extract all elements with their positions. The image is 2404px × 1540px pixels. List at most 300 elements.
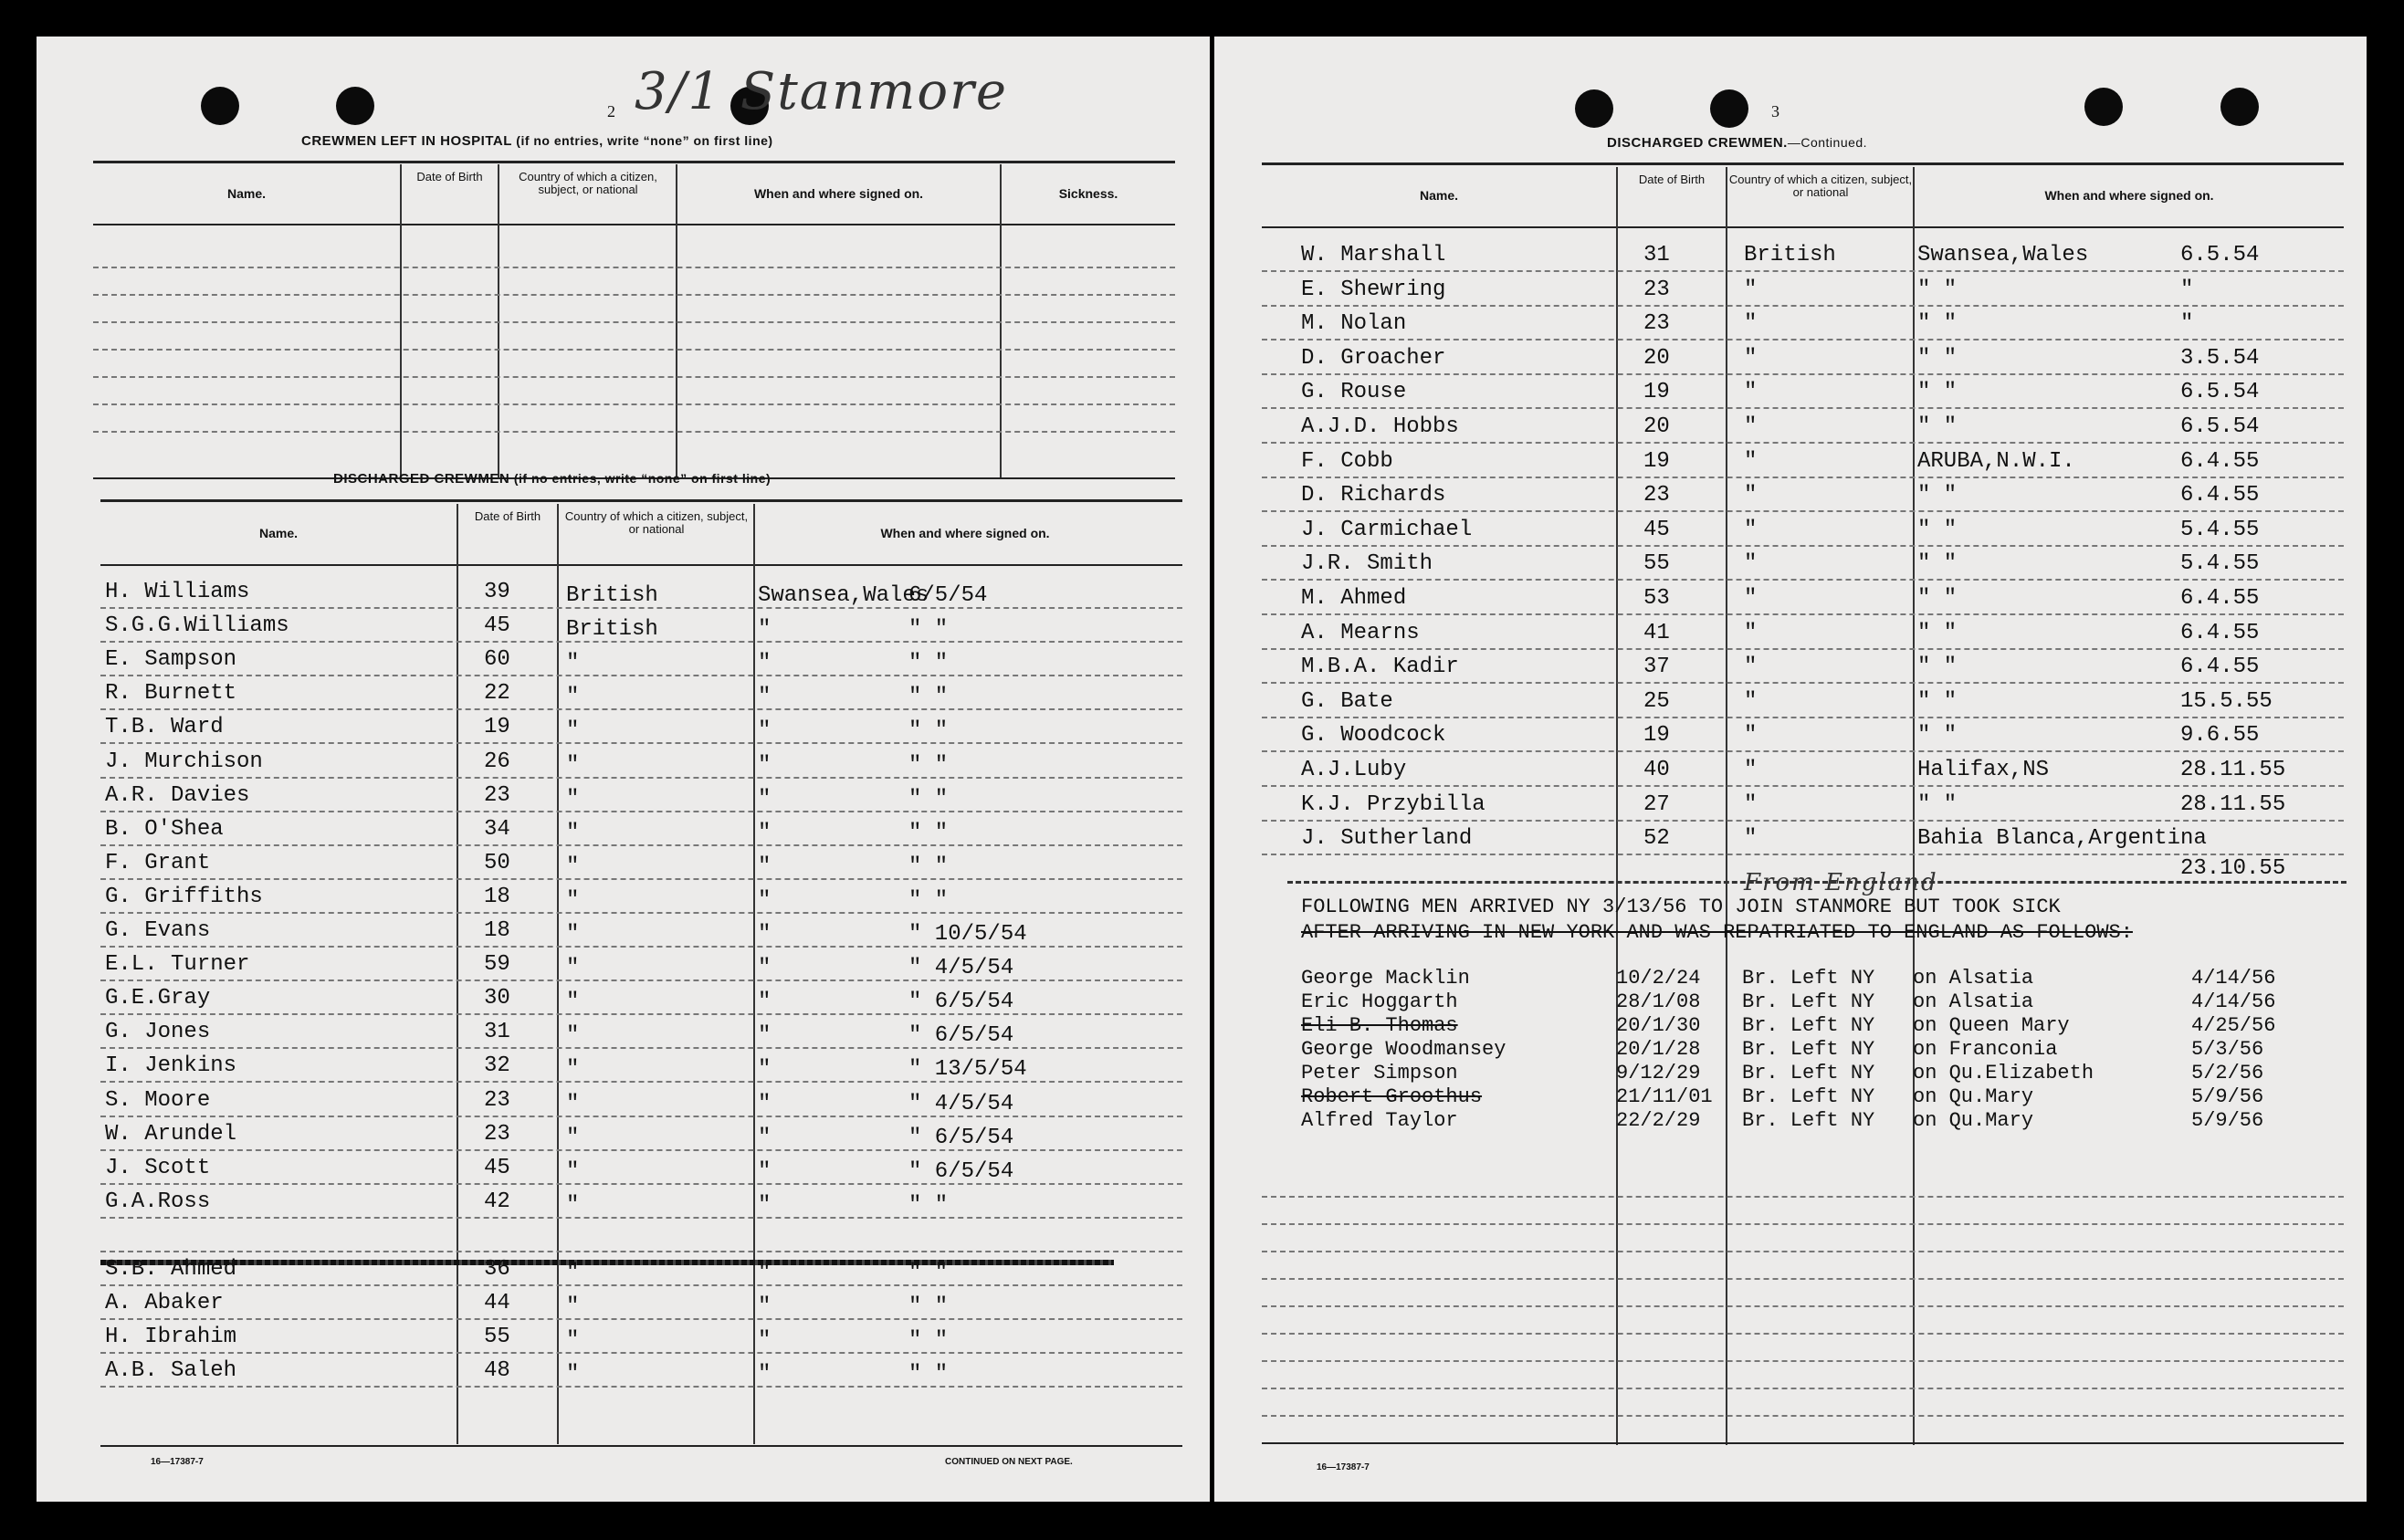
repatriated-status: Br. Left NY — [1742, 1109, 1875, 1132]
crew-name: J. Murchison — [105, 749, 263, 774]
discharged-title-note: (if no entries, write “none” on first line) — [513, 471, 772, 486]
repatriated-birth-date: 21/11/01 — [1616, 1085, 1713, 1108]
crew-signed-date: 6.4.55 — [2180, 483, 2260, 508]
table-row-line — [100, 811, 1182, 812]
repatriated-ship: on Alsatia — [1913, 967, 2034, 990]
table-row-line — [100, 1318, 1182, 1320]
repatriated-status: Br. Left NY — [1742, 1085, 1875, 1108]
crew-country: " — [1744, 551, 1758, 576]
crew-name: R. Burnett — [105, 681, 237, 706]
crew-signed-date: " " — [908, 854, 949, 879]
repatriated-ship: on Franconia — [1913, 1038, 2058, 1061]
hospital-header-rule — [93, 224, 1175, 225]
repatriated-name: Peter Simpson — [1301, 1062, 1458, 1084]
table-row-line — [100, 1284, 1182, 1286]
crew-name: F. Cobb — [1301, 449, 1393, 474]
crew-signed-place: " — [758, 1159, 772, 1184]
table-row-line — [1262, 579, 2344, 581]
crew-signed-place: " " — [1917, 655, 1958, 679]
table-row-line — [1262, 305, 2344, 307]
discharged-title-text: DISCHARGED CREWMEN — [333, 471, 510, 487]
crew-birth-year: 31 — [1643, 243, 1670, 267]
crew-signed-date: 28.11.55 — [2180, 792, 2286, 817]
page-number: 2 — [607, 102, 615, 120]
table-row-line — [1262, 407, 2344, 409]
crew-country: " — [566, 990, 580, 1014]
repatriated-date: 5/3/56 — [2191, 1038, 2264, 1061]
crew-signed-place: " — [758, 888, 772, 913]
punch-hole — [336, 87, 374, 125]
hospital-top-rule — [93, 161, 1175, 163]
repatriated-name: George Woodmansey — [1301, 1038, 1506, 1061]
crew-country: " — [566, 1362, 580, 1387]
crew-birth-year: 60 — [484, 647, 510, 672]
crew-signed-date: " " — [908, 1294, 949, 1319]
crew-birth-year: 55 — [1643, 551, 1670, 576]
hospital-header-country: Country of which a citizen, subject, or national — [519, 170, 657, 196]
crew-birth-year: 50 — [484, 851, 510, 875]
crew-signed-place: Bahia Blanca,Argentina — [1917, 826, 2207, 851]
crew-birth-year: 45 — [484, 1156, 510, 1180]
discharged-header-rule — [100, 564, 1182, 566]
crew-signed-date: " 6/5/54 — [908, 1023, 1014, 1048]
handwritten-from-england: From England — [1744, 869, 1938, 896]
crew-birth-year: 59 — [484, 952, 510, 977]
crew-country: " — [1744, 689, 1758, 714]
table-row-line — [100, 946, 1182, 948]
crew-signed-place: " — [758, 1294, 772, 1319]
crew-country: " — [1744, 311, 1758, 336]
column-divider — [457, 504, 458, 1444]
repatriated-birth-date: 9/12/29 — [1616, 1062, 1701, 1084]
crew-signed-date: 9.6.55 — [2180, 723, 2260, 748]
notice-line-1: FOLLOWING MEN ARRIVED NY 3/13/56 TO JOIN STANMORE BUT TOOK SICK — [1301, 896, 2061, 918]
crew-birth-year: 22 — [484, 681, 510, 706]
repatriated-date: 4/25/56 — [2191, 1014, 2276, 1037]
hospital-header-name: Name. — [226, 186, 267, 201]
right-header-country: Country of which a citizen, subject, or national — [1728, 173, 1913, 199]
crew-birth-year: 44 — [484, 1291, 510, 1315]
crew-signed-place: " — [758, 1057, 772, 1082]
crew-country: British — [566, 617, 658, 642]
crew-country: " — [1744, 278, 1758, 302]
crew-country: " — [1744, 483, 1758, 508]
crew-signed-date: 6.4.55 — [2180, 655, 2260, 679]
crew-birth-year: 23 — [1643, 311, 1670, 336]
crew-birth-year: 20 — [1643, 414, 1670, 439]
crew-country: " — [566, 1057, 580, 1082]
crew-country: " — [566, 1092, 580, 1116]
discharged-bottom-rule — [100, 1445, 1182, 1447]
crew-signed-place: " — [758, 1092, 772, 1116]
crew-birth-year: 23 — [1643, 483, 1670, 508]
hospital-row-line — [93, 403, 1175, 405]
table-row-line — [1262, 717, 2344, 718]
column-divider — [1616, 167, 1618, 1445]
crew-country: " — [566, 854, 580, 879]
crew-signed-date: 15.5.55 — [2180, 689, 2273, 714]
crew-birth-year: 45 — [1643, 518, 1670, 542]
crew-signed-place: " " — [1917, 792, 1958, 817]
crew-birth-year: 18 — [484, 885, 510, 909]
hospital-header-dob: Date of Birth — [416, 170, 483, 183]
crew-birth-year: 23 — [484, 783, 510, 808]
crew-name: G.A.Ross — [105, 1189, 211, 1214]
crew-birth-year: 20 — [1643, 346, 1670, 371]
crew-signed-place: " — [758, 1023, 772, 1048]
crew-signed-place: " " — [1917, 518, 1958, 542]
repatriated-birth-date: 22/2/29 — [1616, 1109, 1701, 1132]
crew-name: J.R. Smith — [1301, 551, 1433, 576]
crew-name: A.J.Luby — [1301, 758, 1407, 782]
crew-country: " — [566, 956, 580, 980]
crew-signed-place: " " — [1917, 380, 1958, 404]
crew-signed-date: " " — [908, 685, 949, 709]
crew-signed-date: " 6/5/54 — [908, 1126, 1014, 1150]
crew-name: A. Mearns — [1301, 621, 1420, 645]
crew-name: D. Richards — [1301, 483, 1446, 508]
repatriated-ship: on Qu.Mary — [1913, 1109, 2034, 1132]
crew-birth-year: 37 — [1643, 655, 1670, 679]
crew-name: J. Sutherland — [1301, 826, 1473, 851]
crew-signed-date: " " — [908, 753, 949, 778]
crew-birth-year: 52 — [1643, 826, 1670, 851]
crew-signed-date: " " — [908, 888, 949, 913]
table-row-line — [1262, 1278, 2344, 1280]
right-header-name: Name. — [1419, 188, 1459, 203]
crew-signed-place: " " — [1917, 311, 1958, 336]
crew-name: A.B. Saleh — [105, 1358, 237, 1383]
crew-signed-place: " — [758, 956, 772, 980]
crew-birth-year: 45 — [484, 613, 510, 638]
table-row-line — [1262, 750, 2344, 752]
crew-birth-year: 18 — [484, 918, 510, 943]
crew-name: G. Griffiths — [105, 885, 263, 909]
repatriated-date: 4/14/56 — [2191, 990, 2276, 1013]
crew-signed-date: 5.4.55 — [2180, 551, 2260, 576]
hospital-header-sickness: Sickness. — [1058, 186, 1118, 201]
table-row-line — [100, 878, 1182, 880]
hospital-row-line — [93, 431, 1175, 433]
table-row-line — [100, 607, 1182, 609]
crew-signed-date: 6.5.54 — [2180, 380, 2260, 404]
crew-birth-year: 23 — [484, 1088, 510, 1113]
crew-signed-place: " — [758, 922, 772, 947]
table-row-line — [100, 675, 1182, 676]
crew-country: British — [1744, 243, 1836, 267]
table-row-line — [1262, 613, 2344, 615]
crew-signed-place: " — [758, 651, 772, 676]
crew-country: " — [566, 821, 580, 845]
punch-hole — [2220, 88, 2259, 126]
repatriated-status: Br. Left NY — [1742, 1014, 1875, 1037]
table-row-line — [100, 742, 1182, 744]
crew-country: " — [566, 888, 580, 913]
crew-name: M. Ahmed — [1301, 586, 1407, 611]
crew-signed-date: " " — [908, 1193, 949, 1218]
crew-birth-year: 39 — [484, 580, 510, 604]
crew-signed-place: " " — [1917, 346, 1958, 371]
crew-signed-date: 6.4.55 — [2180, 621, 2260, 645]
crew-country: " — [1744, 723, 1758, 748]
discharged-header-signed: When and where signed on. — [880, 526, 1050, 540]
repatriated-date: 4/14/56 — [2191, 967, 2276, 990]
discharged-top-rule — [100, 499, 1182, 502]
table-row-line — [100, 1116, 1182, 1117]
table-row-line — [100, 912, 1182, 914]
crew-birth-year: 36 — [484, 1257, 510, 1282]
crew-name: B. O'Shea — [105, 817, 224, 842]
crew-signed-date: 28.11.55 — [2180, 758, 2286, 782]
crew-name: K.J. Przybilla — [1301, 792, 1485, 817]
crew-signed-place: " — [758, 821, 772, 845]
crew-birth-year: 19 — [484, 715, 510, 739]
repatriated-status: Br. Left NY — [1742, 1038, 1875, 1061]
crew-signed-place: " — [758, 718, 772, 743]
crew-name: F. Grant — [105, 851, 211, 875]
crew-name: T.B. Ward — [105, 715, 224, 739]
repatriated-date: 5/9/56 — [2191, 1085, 2264, 1108]
discharged-header-dob: Date of Birth — [474, 509, 541, 523]
right-header-signed: When and where signed on. — [2044, 188, 2214, 203]
right-header-dob: Date of Birth — [1638, 173, 1706, 186]
crew-name: G. Woodcock — [1301, 723, 1446, 748]
hospital-row-line — [93, 349, 1175, 351]
crew-country: " — [1744, 792, 1758, 817]
crew-signed-date: 6.5.54 — [2180, 414, 2260, 439]
crew-country: " — [566, 718, 580, 743]
repatriated-ship: on Alsatia — [1913, 990, 2034, 1013]
crew-birth-year: 19 — [1643, 449, 1670, 474]
crew-name: D. Groacher — [1301, 346, 1446, 371]
crew-signed-date: 6/5/54 — [908, 583, 988, 608]
crew-country: " — [566, 685, 580, 709]
repatriated-name: Alfred Taylor — [1301, 1109, 1458, 1132]
table-row-line — [1262, 510, 2344, 512]
crossed-out-row — [100, 1260, 1114, 1265]
form-number: 16—17387-7 — [151, 1457, 204, 1467]
crew-signed-place: " — [758, 617, 772, 642]
crew-signed-place: " — [758, 1193, 772, 1218]
right-page — [1214, 37, 2367, 1502]
crew-signed-date: " " — [908, 1328, 949, 1353]
crew-birth-year: 26 — [484, 749, 510, 774]
crew-country: " — [566, 1328, 580, 1353]
crew-country: " — [566, 651, 580, 676]
crew-name: G. Bate — [1301, 689, 1393, 714]
punch-hole — [201, 87, 239, 125]
table-row-line — [1262, 820, 2344, 822]
repatriated-status: Br. Left NY — [1742, 990, 1875, 1013]
crew-birth-year: 19 — [1643, 723, 1670, 748]
crew-name: A.J.D. Hobbs — [1301, 414, 1459, 439]
crew-country: " — [1744, 655, 1758, 679]
crew-country: " — [1744, 346, 1758, 371]
table-row-line — [100, 1386, 1182, 1388]
table-row-line — [1262, 1360, 2344, 1362]
repatriated-birth-date: 20/1/30 — [1616, 1014, 1701, 1037]
punch-hole — [1575, 89, 1613, 128]
crew-signed-place: " " — [1917, 414, 1958, 439]
continued-suffix: —Continued. — [1787, 135, 1868, 150]
hospital-row-line — [93, 376, 1175, 378]
table-row-line — [1262, 785, 2344, 787]
crew-signed-place: Swansea,Wales — [1917, 243, 2089, 267]
crew-signed-place: Swansea,Wales — [758, 583, 929, 608]
hospital-row-line — [93, 321, 1175, 323]
crew-name: W. Marshall — [1301, 243, 1446, 267]
repatriated-status: Br. Left NY — [1742, 967, 1875, 990]
crew-name: I. Jenkins — [105, 1053, 237, 1078]
crew-name: W. Arundel — [105, 1122, 237, 1147]
repatriated-birth-date: 20/1/28 — [1616, 1038, 1701, 1061]
crew-country: " — [1744, 518, 1758, 542]
table-row-line — [1262, 442, 2344, 444]
table-row-line — [1262, 373, 2344, 375]
crew-country: " — [566, 753, 580, 778]
table-row-line — [1262, 545, 2344, 547]
column-divider — [557, 504, 559, 1444]
crew-signed-date: " 6/5/54 — [908, 990, 1014, 1014]
table-row-line — [100, 777, 1182, 779]
crew-name: G.E.Gray — [105, 986, 211, 1011]
crew-signed-place: " — [758, 787, 772, 812]
discharged-header-country: Country of which a citizen, subject, or national — [564, 509, 749, 536]
crew-signed-date: " 4/5/54 — [908, 956, 1014, 980]
repatriated-birth-date: 28/1/08 — [1616, 990, 1701, 1013]
table-row-line — [1262, 1388, 2344, 1389]
table-row-line — [1262, 1251, 2344, 1252]
crew-birth-year: 25 — [1643, 689, 1670, 714]
crew-name: H. Williams — [105, 580, 250, 604]
hospital-row-line — [93, 294, 1175, 296]
crew-country: " — [566, 1023, 580, 1048]
hospital-section-title — [301, 133, 773, 149]
continued-note: CONTINUED ON NEXT PAGE. — [945, 1457, 1073, 1467]
crew-country: British — [566, 583, 658, 608]
crew-signed-place: " — [758, 753, 772, 778]
crew-country: " — [1744, 826, 1758, 851]
table-row-line — [1262, 339, 2344, 340]
crew-signed-date: " " — [908, 718, 949, 743]
crew-birth-year: 34 — [484, 817, 510, 842]
crew-country: " — [566, 1159, 580, 1184]
repatriated-name: George Macklin — [1301, 967, 1470, 990]
discharged-continued-title-text: DISCHARGED CREWMEN. — [1607, 135, 1788, 151]
crew-country: " — [1744, 586, 1758, 611]
table-row-line — [1262, 1223, 2344, 1225]
crew-signed-date: " " — [908, 1261, 949, 1285]
crew-name: J. Carmichael — [1301, 518, 1473, 542]
crew-country: " — [566, 1294, 580, 1319]
table-row-line — [100, 1047, 1182, 1049]
crew-birth-year: 27 — [1643, 792, 1670, 817]
crew-signed-place: " — [758, 1261, 772, 1285]
right-top-rule — [1262, 162, 2344, 165]
crew-name: A.R. Davies — [105, 783, 250, 808]
hospital-row-line — [93, 267, 1175, 268]
crew-signed-date: " 13/5/54 — [908, 1057, 1027, 1082]
crew-country: " — [1744, 380, 1758, 404]
notice-line-2: AFTER ARRIVING IN NEW YORK AND WAS REPATRIATED TO ENGLAND AS FOLLOWS: — [1301, 921, 2133, 944]
table-row-line — [100, 708, 1182, 710]
table-row-line — [100, 980, 1182, 981]
crew-signed-place: " " — [1917, 723, 1958, 748]
hospital-title-text: CREWMEN LEFT IN HOSPITAL — [301, 133, 512, 149]
table-row-line — [1262, 1333, 2344, 1335]
handwritten-note: 3/1 Stanmore — [635, 62, 1008, 121]
hospital-title-note: (if no entries, write “none” on first line) — [516, 133, 773, 148]
crew-signed-date: " 6/5/54 — [908, 1159, 1014, 1184]
right-bottom-rule — [1262, 1442, 2344, 1444]
crew-signed-place: " " — [1917, 483, 1958, 508]
repatriated-name: Robert Groothus — [1301, 1085, 1483, 1108]
crew-signed-date: " — [2180, 311, 2194, 336]
crew-birth-year: 32 — [484, 1053, 510, 1078]
crew-country: " — [566, 787, 580, 812]
repatriated-date: 5/2/56 — [2191, 1062, 2264, 1084]
crew-name: J. Scott — [105, 1156, 211, 1180]
crew-signed-date: 6.4.55 — [2180, 586, 2260, 611]
table-row-line — [100, 1013, 1182, 1015]
crew-signed-date: 5.4.55 — [2180, 518, 2260, 542]
crew-signed-place: " " — [1917, 278, 1958, 302]
crew-name: G. Rouse — [1301, 380, 1407, 404]
sutherland-date: 23.10.55 — [2180, 856, 2286, 881]
crew-signed-date: " " — [908, 821, 949, 845]
punch-hole — [1710, 89, 1748, 128]
crew-signed-place: " — [758, 1328, 772, 1353]
crew-signed-date: " " — [908, 617, 949, 642]
crew-name: E. Shewring — [1301, 278, 1446, 302]
crew-signed-date: " — [2180, 278, 2194, 302]
crew-birth-year: 41 — [1643, 621, 1670, 645]
crew-signed-place: " — [758, 854, 772, 879]
discharged-continued-title — [1607, 135, 1867, 151]
crew-signed-place: " " — [1917, 689, 1958, 714]
crew-country: " — [566, 1193, 580, 1218]
crew-signed-place: " " — [1917, 621, 1958, 645]
repatriated-birth-date: 10/2/24 — [1616, 967, 1701, 990]
column-divider — [1913, 167, 1915, 1445]
table-row-line — [1262, 854, 2344, 855]
punch-hole — [2084, 88, 2123, 126]
table-row-line — [100, 1251, 1182, 1252]
crew-country: " — [1744, 621, 1758, 645]
repatriated-ship: on Qu.Elizabeth — [1913, 1062, 2094, 1084]
table-row-line — [100, 1352, 1182, 1354]
crew-birth-year: 48 — [484, 1358, 510, 1383]
crew-birth-year: 23 — [1643, 278, 1670, 302]
table-row-line — [1262, 477, 2344, 478]
page-number: 3 — [1771, 102, 1779, 120]
table-row-line — [100, 844, 1182, 846]
discharged-section-title — [333, 471, 771, 487]
table-row-line — [1262, 648, 2344, 650]
hospital-header-signed: When and where signed on. — [753, 186, 924, 201]
table-row-line — [100, 641, 1182, 643]
crew-name: S.G.G.Williams — [105, 613, 289, 638]
left-page — [37, 37, 1210, 1502]
discharged-header-name: Name. — [258, 526, 299, 540]
crew-name: A. Abaker — [105, 1291, 224, 1315]
crew-signed-place: " — [758, 990, 772, 1014]
crew-name: G. Jones — [105, 1020, 211, 1044]
crew-birth-year: 19 — [1643, 380, 1670, 404]
repatriated-name: Eric Hoggarth — [1301, 990, 1458, 1013]
repatriated-date: 5/9/56 — [2191, 1109, 2264, 1132]
table-row-line — [1262, 1196, 2344, 1198]
